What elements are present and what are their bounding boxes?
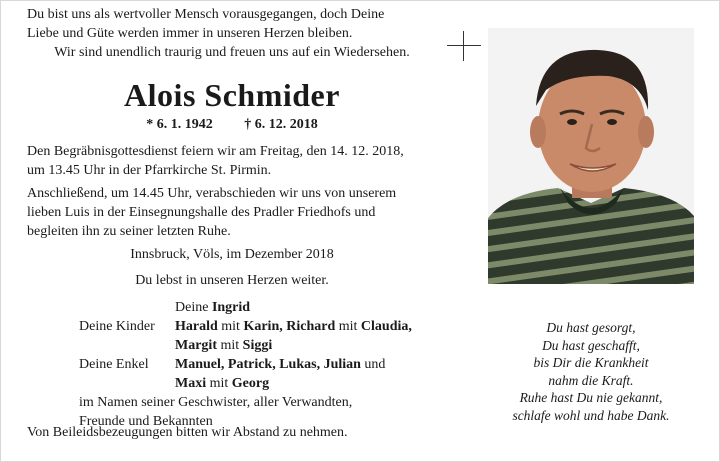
grandchildren-label: Deine Enkel [79,357,149,372]
deceased-name: Alois Schmider [124,77,340,113]
child-name: Siggi [242,338,273,353]
place-date: Innsbruck, Völs, im Dezember 2018 [130,247,334,262]
death-date: † 6. 12. 2018 [244,117,318,132]
wife-name: Ingrid [211,300,251,315]
children-label: Deine Kinder [79,319,155,334]
grandchild-names: Manuel, Patrick, Lukas, Julian [175,357,361,372]
others-line: Freunde und Bekannten [79,414,213,429]
intro-line: Liebe und Güte werden immer in unseren Herzen bleiben. [27,26,353,41]
service-info [27,142,437,180]
poem-line: nahm die Kraft. [548,372,634,388]
poem-line: Du hast gesorgt, [546,320,636,335]
family-row-others [79,393,412,412]
wife-prefix: Deine [175,300,209,315]
connector: und [364,357,386,372]
poem [488,319,694,424]
connector: mit [209,376,229,391]
cross-ornament [447,45,481,46]
others-line: im Namen seiner Geschwister, aller Verwandten, [79,395,353,410]
birth-date: * 6. 1. 1942 [146,117,213,132]
intro-line: Wir sind unendlich traurig und freuen uns auf ein Wiedersehen. [54,45,410,60]
service-line: Den Begräbnisgottesdienst feiern wir am Freitag, den 14. 12. 2018, [27,144,404,159]
intro-text [27,5,437,62]
family-list [79,298,412,431]
closing-note: Von Beileidsbezeugungen bitten wir Abstand zu nehmen. [27,425,348,440]
connector: mit [338,319,358,334]
connector: mit [220,338,240,353]
connector: mit [221,319,240,334]
poem-line: bis Dir die Krankheit [533,355,649,370]
farewell-line: lieben Luis in der Einsegnungshalle des Pradler Friedhofs und [27,205,376,220]
poem-line: schlafe wohl und habe Dank. [512,407,670,423]
portrait-illustration [488,28,694,284]
child-name: Harald [175,319,218,334]
grandchild-name: Georg [231,376,270,391]
farewell-info [27,184,437,241]
family-row-grandchildren [79,355,412,374]
family-row-wife [79,298,412,317]
child-name: Margit [175,338,217,353]
cross-ornament-vertical [463,31,464,61]
life-dates [27,117,437,133]
family-row-children [79,317,412,336]
family-row-children-cont [79,336,412,355]
memory-line: Du lebst in unseren Herzen weiter. [135,273,329,288]
child-name: Claudia, [360,319,412,334]
child-name: Karin, Richard [243,319,336,334]
grandchild-name: Maxi [175,376,207,391]
intro-line: Du bist uns als wertvoller Mensch vorausgegangen, doch Deine [27,7,385,22]
portrait-photo [488,28,694,284]
poem-line: Du hast geschafft, [542,337,640,353]
farewell-line: begleiten ihn zu seiner letzten Ruhe. [27,224,231,239]
poem-line: Ruhe hast Du nie gekannt, [519,390,663,405]
service-line: um 13.45 Uhr in der Pfarrkirche St. Pirmin. [27,163,272,178]
family-row-grandchildren-cont [79,374,412,393]
farewell-line: Anschließend, um 14.45 Uhr, verabschieden wir uns von unserem [27,186,397,201]
